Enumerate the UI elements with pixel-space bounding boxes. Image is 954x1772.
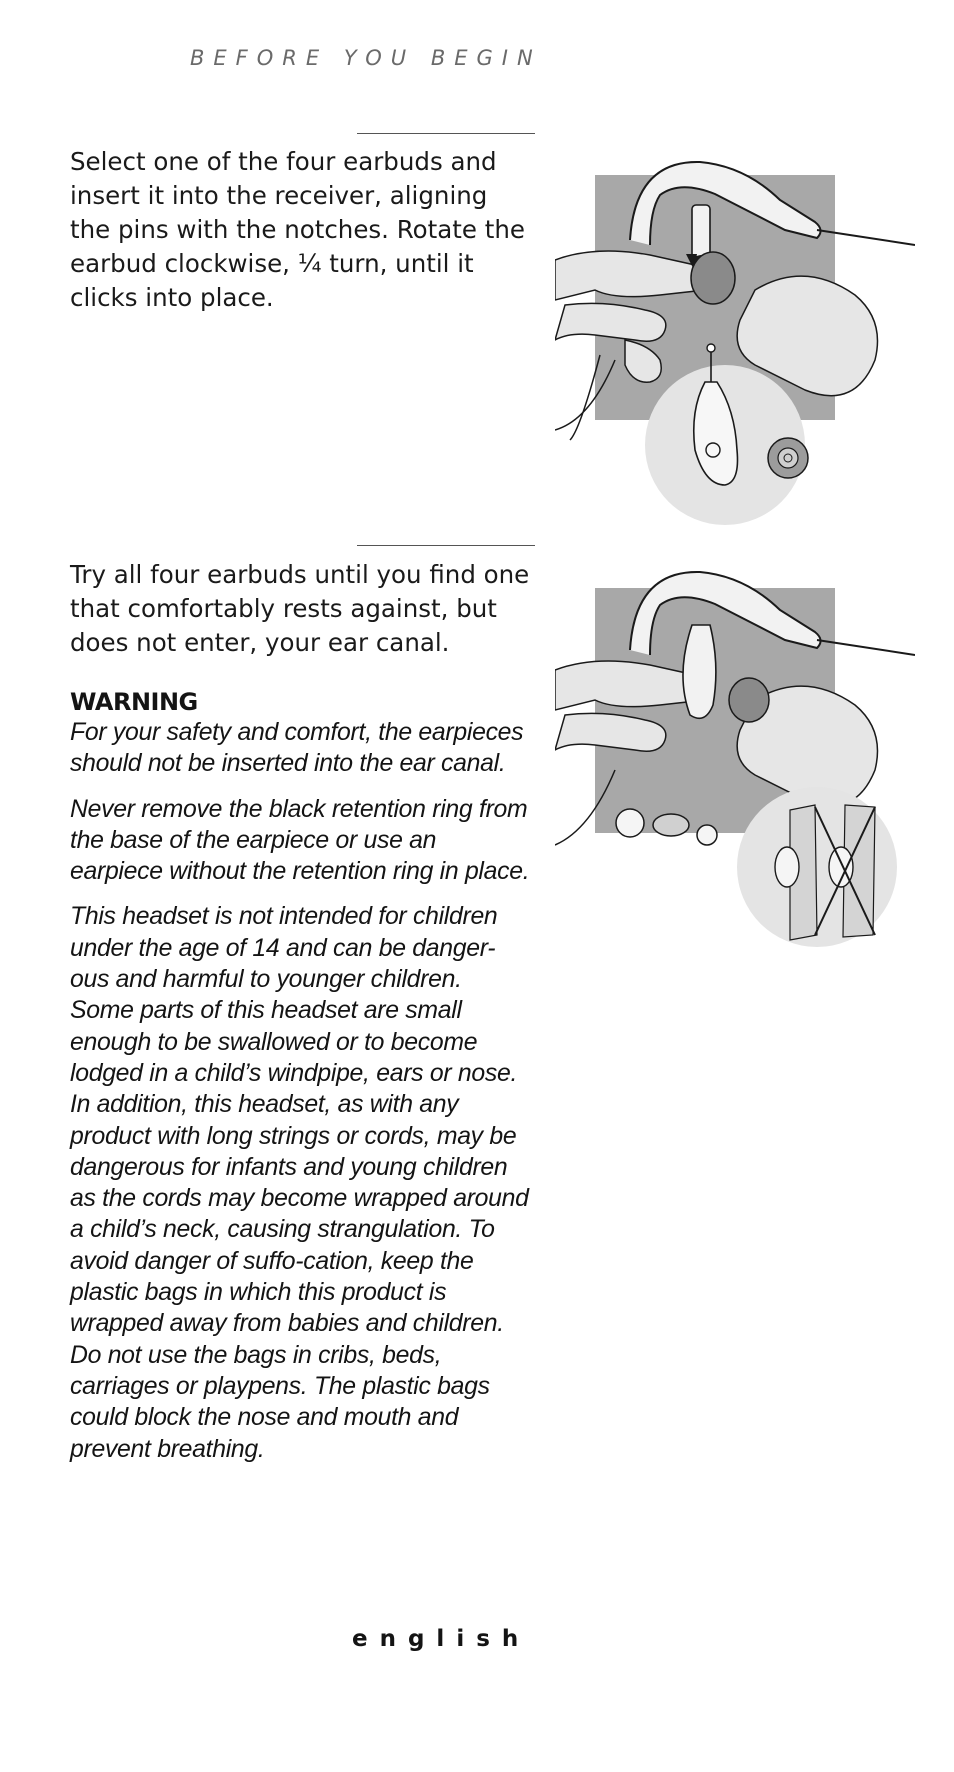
section-divider-2	[357, 545, 535, 546]
earbud	[729, 678, 769, 722]
step-2-section	[70, 558, 530, 1479]
warning-paragraph: This headset is not intended for children under the age of 14 and can be danger-ous and harmful to younger children. Some parts of this headset are small enough to be swallowed or to become lodged in a child’s windpipe, ears or nose. In addition, this headset, as with any product with long strings or cords, may be dangerous for infants and young children as the cords may become wrapped around a child’s neck, causing strangulation. To avoid danger of suffo-cation, keep the plastic bags in which this product is wrapped away from babies and children. Do not use the bags in cribs, beds, carriages or playpens. The plastic bags could block the nose and mouth and prevent breathing.	[70, 903, 529, 1463]
earbud	[691, 252, 735, 304]
section-divider-1	[357, 133, 535, 134]
earbud-fitting-illustration	[555, 555, 915, 955]
inset-earbud-core	[778, 448, 798, 468]
running-header: BEFORE YOU BEGIN	[190, 46, 542, 70]
receiver	[683, 625, 716, 718]
spare-earbud	[653, 814, 689, 836]
step-1-section	[70, 145, 530, 315]
spare-earbud	[616, 809, 644, 837]
inset-pin-head	[707, 344, 715, 352]
warning-heading: WARNING	[70, 688, 198, 716]
warning-paragraph: Never remove the black retention ring from the base of the earpiece or use an earpiece without the retention ring in place.	[70, 795, 530, 886]
earbud-insertion-illustration	[555, 150, 915, 535]
receiver	[692, 205, 710, 260]
step-2-instruction: Try all four earbuds until you find one that comfortably rests against, but does not enter, your ear canal.	[70, 560, 530, 657]
spare-earbud	[697, 825, 717, 845]
footer-language: english	[352, 1626, 531, 1652]
step-1-instruction: Select one of the four earbuds and insert it into the receiver, aligning the pins with the notches. Rotate the earbud clockwise, ¼ turn, until it clicks into place.	[70, 147, 525, 312]
fit-correct-earpiece	[775, 847, 799, 887]
warning-paragraph: For your safety and comfort, the earpieces should not be inserted into the ear canal.	[70, 719, 524, 778]
